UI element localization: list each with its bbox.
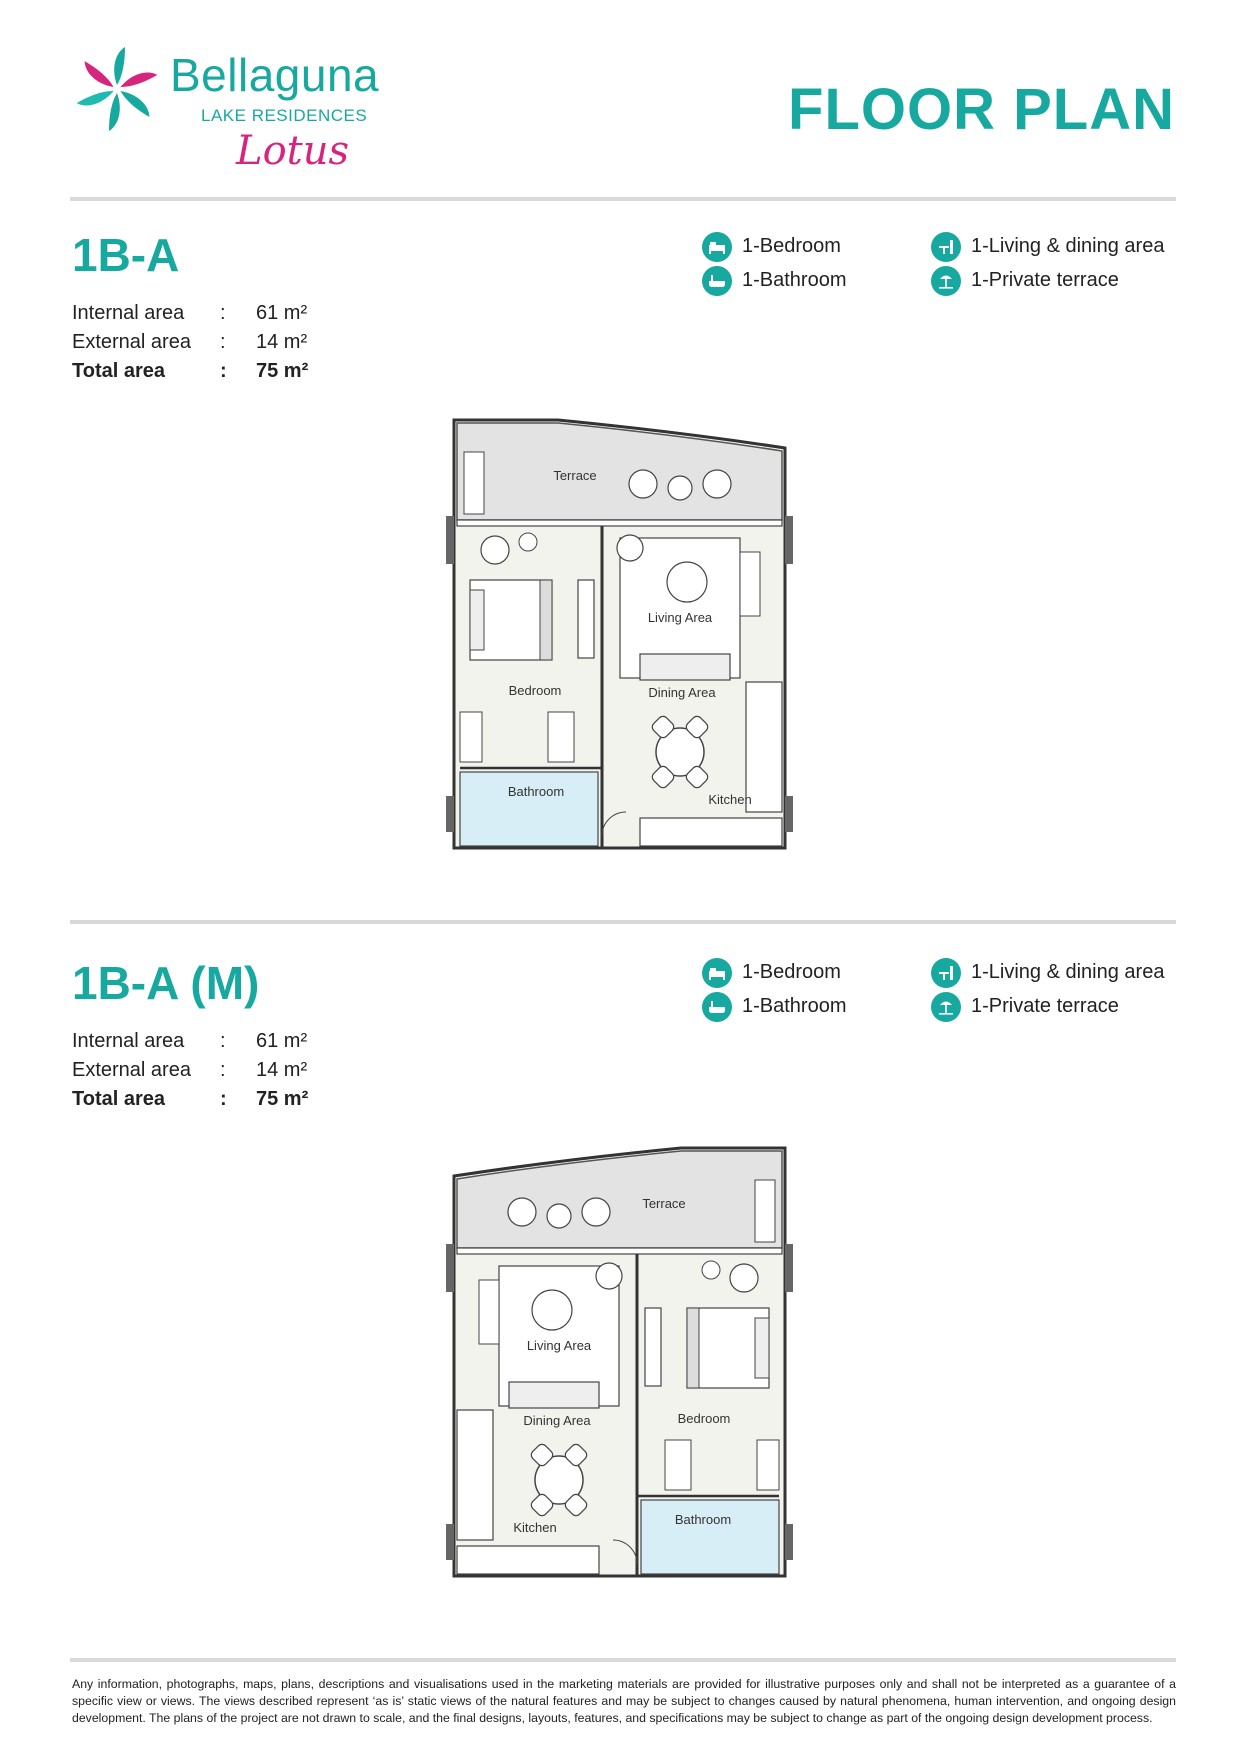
room-label-kitchen: Kitchen (708, 792, 752, 807)
unit-title: 1B-A (M) (72, 957, 260, 1009)
bed-icon (702, 232, 732, 262)
dining-icon (931, 232, 961, 262)
room-label-bathroom: Bathroom (507, 784, 565, 799)
bathtub-icon (702, 266, 732, 296)
brand-script: Lotus (236, 128, 350, 174)
room-label-bedroom: Bedroom (677, 1411, 731, 1426)
divider (70, 1658, 1176, 1662)
room-label-bedroom: Bedroom (508, 683, 562, 698)
page-title: FLOOR PLAN (788, 77, 1175, 142)
room-label-bathroom: Bathroom (674, 1512, 732, 1527)
disclaimer: Any information, photographs, maps, plans, descriptions and visualisations used in the marketing materials are provided for illustrative purposes only and shall not be interpreted as a guarantee of a specific view or views. The views described represent ‘as is’ static views of the natural features and may be subject to changes caused by natural phenomena, human intervention, and ongoing design development. The plans of the project are not drawn to scale, and the final designs, layouts, features, and specifications may be subject to change as part of the ongoing design development process. (72, 1677, 1176, 1725)
bathtub-icon (702, 992, 732, 1022)
brand-logo (72, 44, 162, 134)
terrace-icon (931, 992, 961, 1022)
room-label-living: Living Area (526, 1338, 592, 1353)
bed-icon (702, 958, 732, 988)
unit-title: 1B-A (72, 229, 180, 281)
floor-plan-1b-a (440, 412, 804, 852)
divider (70, 197, 1176, 201)
dining-icon (931, 958, 961, 988)
brand-name: Bellaguna (170, 49, 380, 101)
room-label-living: Living Area (647, 610, 713, 625)
room-label-dining: Dining Area (523, 1413, 591, 1428)
floor-plan-1b-a-m (440, 1140, 804, 1580)
lotus-logo-icon (72, 44, 162, 134)
divider (70, 920, 1176, 924)
brand-subtitle: LAKE RESIDENCES (201, 106, 368, 125)
terrace-icon (931, 266, 961, 296)
room-label-terrace: Terrace (553, 468, 597, 483)
room-label-kitchen: Kitchen (513, 1520, 557, 1535)
room-label-terrace: Terrace (642, 1196, 686, 1211)
room-label-dining: Dining Area (648, 685, 716, 700)
